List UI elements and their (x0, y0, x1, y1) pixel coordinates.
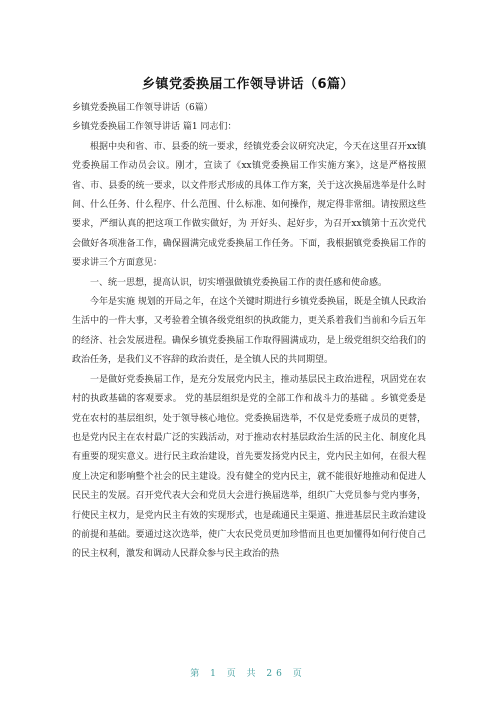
document-subtitle: 乡镇党委换届工作领导讲话（6篇） (72, 103, 213, 113)
section-heading: 乡镇党委换届工作领导讲话 篇1 同志们： (72, 122, 237, 133)
paragraph-intro: 根据中央和省、市、县委的统一要求，经镇党委会议研究决定，今天在这里召开xx镇党委换届工作动员会议。刚才，宣读了《xx镇党委换届工作实施方案》，这是严格按照省、市、县委的统一要求，以文件形式形成的具体工作方案，关于这次换届选举是什么时间、什么任务、什么程序、什么范围、什么标准、如何操作，规定得非常细。请按照这些要求，严细认真的把这项工作做实做好，为 开好头、起好步，为召开xx镇第十五次党代会做好各项准备工作，确保圆满完成党委换届工作任务。下面，我根据镇党委换届工作的要求讲三个方面意见： (72, 141, 426, 269)
page-number-footer: 第 1 页 共 26 页 (190, 669, 306, 679)
document-title: 乡镇党委换届工作领导讲话（6篇） (141, 77, 355, 92)
paragraph-point-one: 一是做好党委换届工作，是充分发展党内民主，推动基层民主政治进程，巩固党在农村的执政基础的客观要求。 党的基层组织是党的全部工作和战斗力的基础 。乡镇党委是党在农村的基层组织，处于领导核心地位。党委换届选举，不仅是党委班子成员的更替，也是党内民主在农村最广泛的实践活动，对于推动农村基层政治生活的民主化、制度化具有重要的现实意义。进行民主政治建设，首先要发扬党内民主，党内民主如何，在很大程度上决定和影响整个社会的民主建设。没有健全的党内民主，就不能很好地推动和促进人民民主的发展。召开党代表大会和党员大会进行换届选举，组织广大党员参与党内事务，行使民主权力，是党内民主有效的实现形式，也是疏通民主渠道、推进基层民主政治建设的前提和基础。要通过这次选举，使广大农民党员更加珍惜而且也更加懂得如何行使自己的民主权利，激发和调动人民群众参与民主政治的热 (72, 374, 426, 560)
document-body (72, 99, 426, 565)
paragraph-section-one: 一、统一思想，提高认识，切实增强做镇党委换届工作的责任感和使命感。 (90, 277, 388, 288)
paragraph-context: 今年是实施 规划的开局之年，在这个关键时期进行乡镇党委换届，既是全镇人民政治生活中的一件大事，又考验着全镇各级党组织的执政能力，更关系着我们当前和今后五年的经济、社会发展进程。确保乡镇党委换届工作取得圆满成功，是上级党组织交给我们的政治任务，是我们义不容辞的政治责任，是全镇人民的共同期望。 (72, 297, 426, 366)
